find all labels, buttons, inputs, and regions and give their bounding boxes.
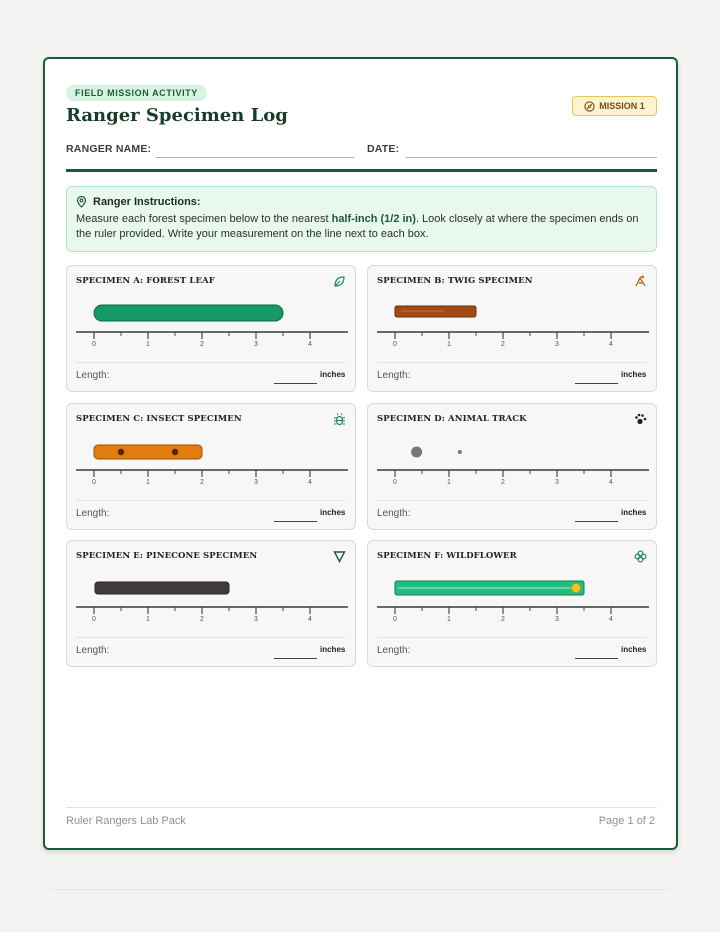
half-inch-highlight: half-inch (1/2 in) [331,213,416,225]
specimen-card [367,540,657,667]
specimen-shape [95,582,229,594]
unit-label: inches [621,370,647,379]
length-answer-field[interactable] [274,521,317,522]
length-answer-field[interactable] [274,383,317,384]
ranger-name-field[interactable] [156,157,354,158]
ruler-diagram [368,569,658,627]
unit-label: inches [320,508,346,517]
specimen-title: SPECIMEN F: WILDFLOWER [377,551,517,561]
triangle-icon [333,550,346,563]
ruler-tick-label: 1 [146,341,150,348]
ruler-tick-label: 2 [200,341,204,348]
specimen-title: SPECIMEN A: FOREST LEAF [76,276,215,286]
ruler-tick-label: 3 [254,479,258,486]
ruler-tick-label: 2 [200,616,204,623]
ruler-tick-label: 0 [92,616,96,623]
worksheet-page [43,57,678,850]
ruler-tick-label: 2 [501,341,505,348]
instructions-heading: Ranger Instructions: [93,196,201,208]
leaf-icon [333,275,346,288]
length-label: Length: [377,370,411,381]
instructions-box [66,186,657,252]
length-answer-field[interactable] [575,521,618,522]
ruler-tick-label: 4 [609,479,613,486]
ruler-tick-label: 3 [555,616,559,623]
specimen-card [66,403,356,530]
ruler-diagram [368,294,658,352]
activity-badge: FIELD MISSION ACTIVITY [66,85,207,101]
instructions-text: Measure each forest specimen below to the nearest half-inch (1/2 in). Look closely at where the specimen ends on the ruler provided. Write your measurement on the line next to each box. [76,213,639,240]
ruler-tick-label: 2 [501,479,505,486]
ruler-tick-label: 4 [609,616,613,623]
specimen-shape [94,445,202,459]
unit-label: inches [621,508,647,517]
flower-bloom [572,584,581,593]
card-divider [76,362,346,363]
header-divider [66,169,657,172]
specimen-card [66,265,356,392]
specimen-title: SPECIMEN D: ANIMAL TRACK [377,414,527,424]
specimen-title: SPECIMEN B: TWIG SPECIMEN [377,276,533,286]
ranger-name-label: RANGER NAME: [66,143,152,155]
ruler-tick-label: 4 [308,341,312,348]
specimen-card [367,265,657,392]
ruler-tick-label: 3 [555,341,559,348]
mission-label: MISSION 1 [599,101,645,111]
length-label: Length: [377,508,411,519]
length-label: Length: [76,645,110,656]
footer-title: Ruler Rangers Lab Pack [66,815,186,827]
card-divider [377,362,647,363]
ruler-tick-label: 4 [308,479,312,486]
ruler-tick-label: 1 [146,479,150,486]
twig-icon [634,275,647,288]
ruler-tick-label: 0 [393,616,397,623]
compass-icon [584,101,595,112]
specimen-shape [94,305,283,321]
ruler-tick-label: 3 [254,341,258,348]
length-label: Length: [76,508,110,519]
ruler-tick-label: 4 [609,341,613,348]
ruler-diagram [67,569,357,627]
mission-badge [572,96,657,116]
card-divider [377,637,647,638]
flower-icon [634,550,647,563]
ruler-diagram [368,432,658,490]
specimen-title: SPECIMEN E: PINECONE SPECIMEN [76,551,258,561]
location-pin-icon [76,196,87,208]
ruler-tick-label: 1 [447,341,451,348]
specimen-card [66,540,356,667]
unit-label: inches [320,645,346,654]
footer-divider [66,807,657,808]
unit-label: inches [621,645,647,654]
track-print-small [458,450,462,454]
paw-icon [634,413,647,426]
unit-label: inches [320,370,346,379]
ruler-tick-label: 2 [501,616,505,623]
ruler-tick-label: 1 [146,616,150,623]
page-title: Ranger Specimen Log [66,105,288,126]
length-answer-field[interactable] [575,383,618,384]
insect-spot [118,449,124,455]
date-field[interactable] [406,157,657,158]
next-page-edge [50,889,670,890]
ruler-tick-label: 0 [92,341,96,348]
card-divider [76,500,346,501]
ruler-tick-label: 0 [92,479,96,486]
ruler-tick-label: 4 [308,616,312,623]
ruler-tick-label: 0 [393,479,397,486]
insect-spot [172,449,178,455]
ruler-diagram [67,432,357,490]
ruler-diagram [67,294,357,352]
specimen-title: SPECIMEN C: INSECT SPECIMEN [76,414,242,424]
bug-icon [333,413,346,426]
ruler-tick-label: 3 [254,616,258,623]
length-answer-field[interactable] [274,658,317,659]
ruler-tick-label: 0 [393,341,397,348]
ruler-tick-label: 1 [447,616,451,623]
ruler-tick-label: 1 [447,479,451,486]
length-answer-field[interactable] [575,658,618,659]
ruler-tick-label: 2 [200,479,204,486]
ruler-tick-label: 3 [555,479,559,486]
page-number: Page 1 of 2 [598,815,655,827]
specimen-card [367,403,657,530]
track-print-large [411,447,422,458]
length-label: Length: [76,370,110,381]
length-label: Length: [377,645,411,656]
date-label: DATE: [367,143,400,155]
card-divider [377,500,647,501]
card-divider [76,637,346,638]
